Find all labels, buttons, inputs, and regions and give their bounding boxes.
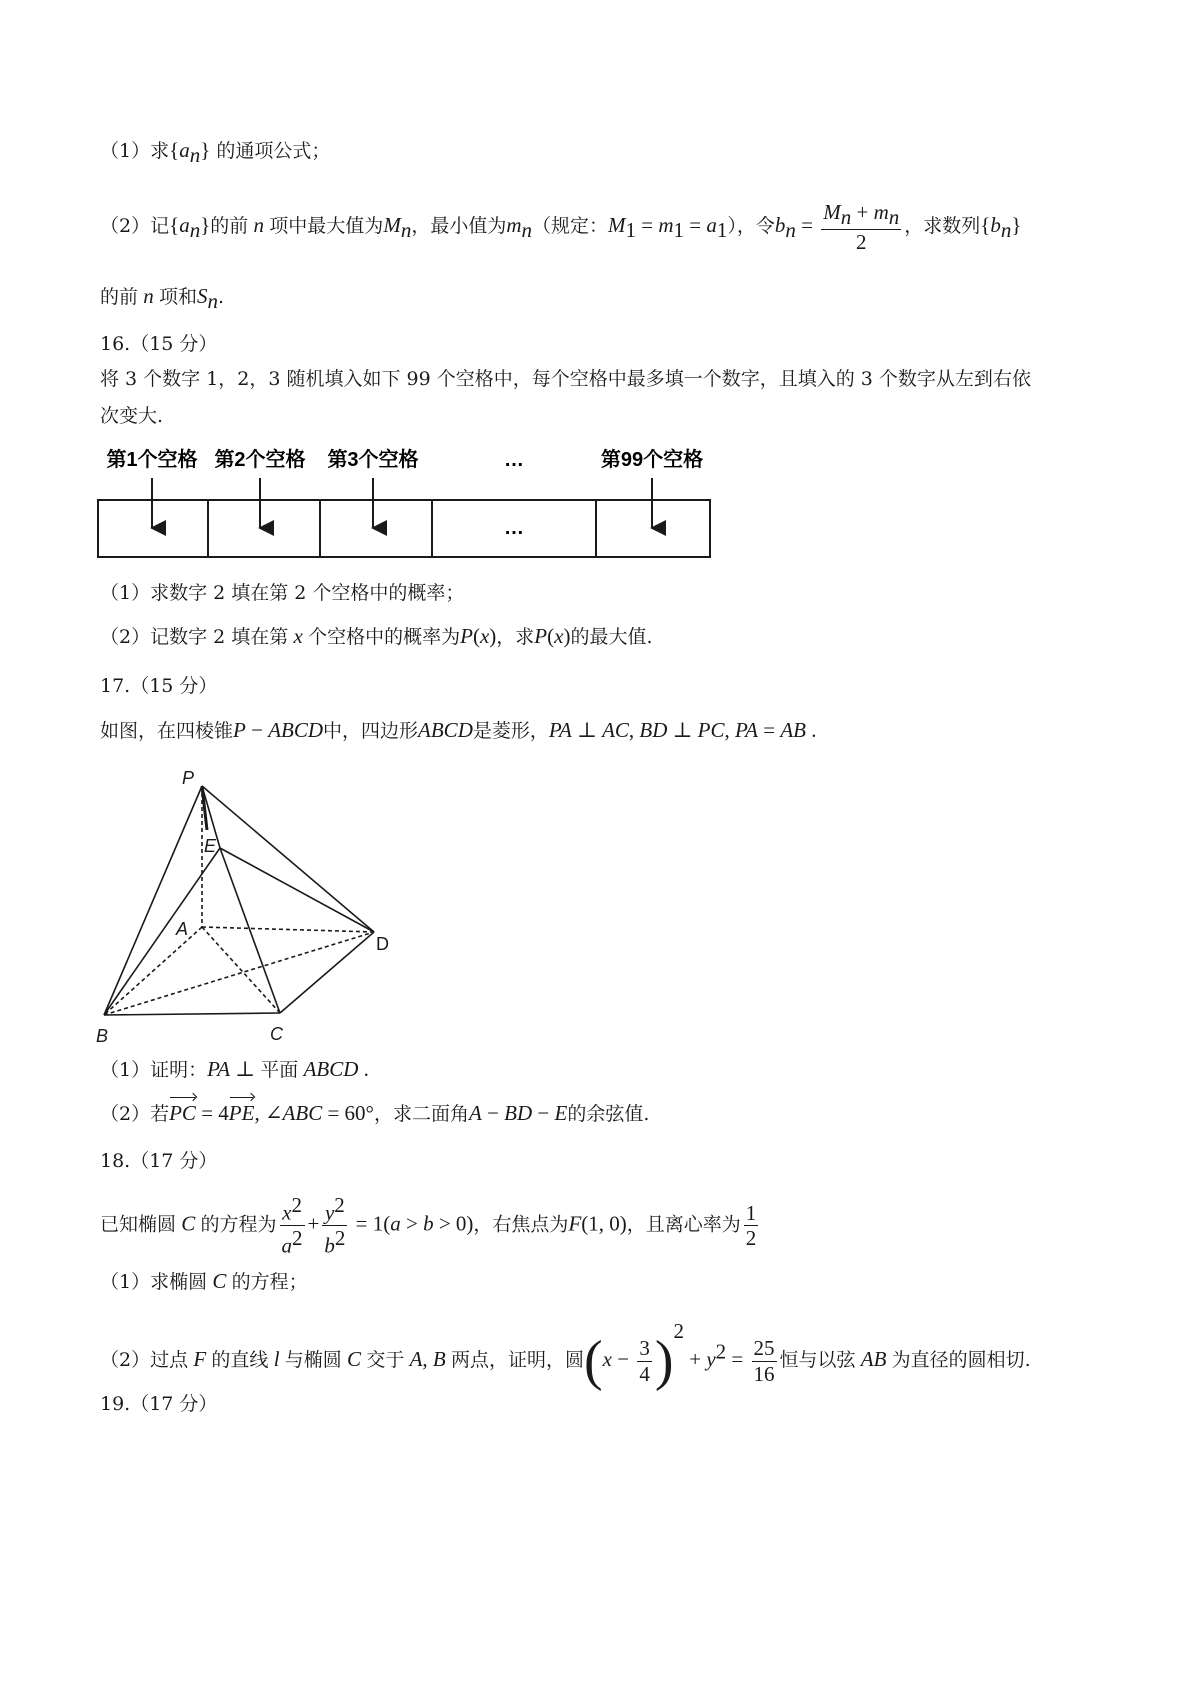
label-cell-2: 第2个空格 [214, 449, 306, 471]
q18-stem: 已知椭圆 C 的方程为 $\frac{x^2}{a^2}$ + $\frac{y^2}{b^2}$ = 1(a > b > 0)，右焦点为F(1, 0)，且离心率为 $\frac{1}{2}$ [100, 1193, 757, 1258]
q17-part2: （2）若PC = 4PE, ∠ABC = 60°，求二面角A − BD − E的余弦值. [100, 1100, 649, 1127]
q15-part2: （2）记$\{a_n\}$的前 n 项中最大值为$M_n$，最小值为$m_n$（规定：$M_1 = m_1 = a_1$），令$b_n$ = $\frac{M_n + m_n}{2}$ ，求数列$\{b_n\}$ [100, 200, 1022, 254]
q16-part1: （1）求数字 2 填在第 2 个空格中的概率； [100, 582, 465, 604]
vertex-B: B [96, 1026, 109, 1046]
vertex-A: A [176, 919, 189, 939]
blank-cells-figure [96, 440, 816, 570]
vertex-P: P [182, 768, 195, 788]
q17-part1: （1）证明：PA ⊥ 平面 ABCD . [100, 1057, 369, 1081]
cells-row [98, 500, 710, 557]
bn-fraction: $\frac{M_n + m_n}{2}$ [823, 200, 900, 254]
q16-stem-line1: 将 3 个数字 1，2，3 随机填入如下 99 个空格中，每个空格中最多填一个数字，且填入的 3 个数字从左到右依 [100, 368, 1031, 390]
q18-part1: （1）求椭圆 C 的方程； [100, 1269, 308, 1293]
vertex-C: C [270, 1024, 283, 1044]
cells-ellipsis: … [504, 517, 524, 539]
q15-part2-cont: 的前 n 项和$S_n$. [100, 284, 225, 313]
label-cell-99: 第99个空格 [600, 449, 704, 471]
q18-part2: （2）过点 F 的直线 l 与椭圆 C 交于 A, B 两点，证明，圆(x − $\frac{3}{4}$ )$^2 + y^2$ = $\frac{25}{16}$ 恒与以弦 AB 为直径的圆相切. [100, 1319, 1031, 1392]
q16-part2: （2）记数字 2 填在第 x 个空格中的概率为P(x)，求P(x)的最大值. [100, 624, 653, 648]
vertex-E: E [204, 836, 217, 856]
frac-three-quarters: $\frac{3}{4}$ [639, 1336, 650, 1386]
label-ellipsis: … [504, 449, 524, 471]
q15-part1: （1）求$\{a_n\}$ 的通项公式； [100, 138, 331, 167]
q18-heading: 18.（17 分） [100, 1150, 218, 1172]
q17-stem: 如图，在四棱锥P − ABCD中，四边形ABCD是菱形，PA ⊥ AC, BD ⊥ PC, PA = AB . [100, 718, 817, 742]
q16-heading: 16.（15 分） [100, 333, 218, 355]
vertex-D: D [376, 934, 389, 954]
frac-half: $\frac{1}{2}$ [745, 1201, 757, 1251]
frac-y2-b2: $\frac{y^2}{b^2}$ [324, 1193, 346, 1258]
label-cell-3: 第3个空格 [327, 449, 419, 471]
frac-25-16: $\frac{25}{16}$ [753, 1336, 775, 1386]
q19-heading: 19.（17 分） [100, 1393, 218, 1415]
q16-stem-line2: 次变大. [100, 405, 164, 427]
q17-heading: 17.（15 分） [100, 675, 218, 697]
label-cell-1: 第1个空格 [106, 449, 198, 471]
pyramid-figure [90, 760, 410, 1050]
frac-x2-a2: $\frac{x^2}{a^2}$ [281, 1193, 303, 1258]
